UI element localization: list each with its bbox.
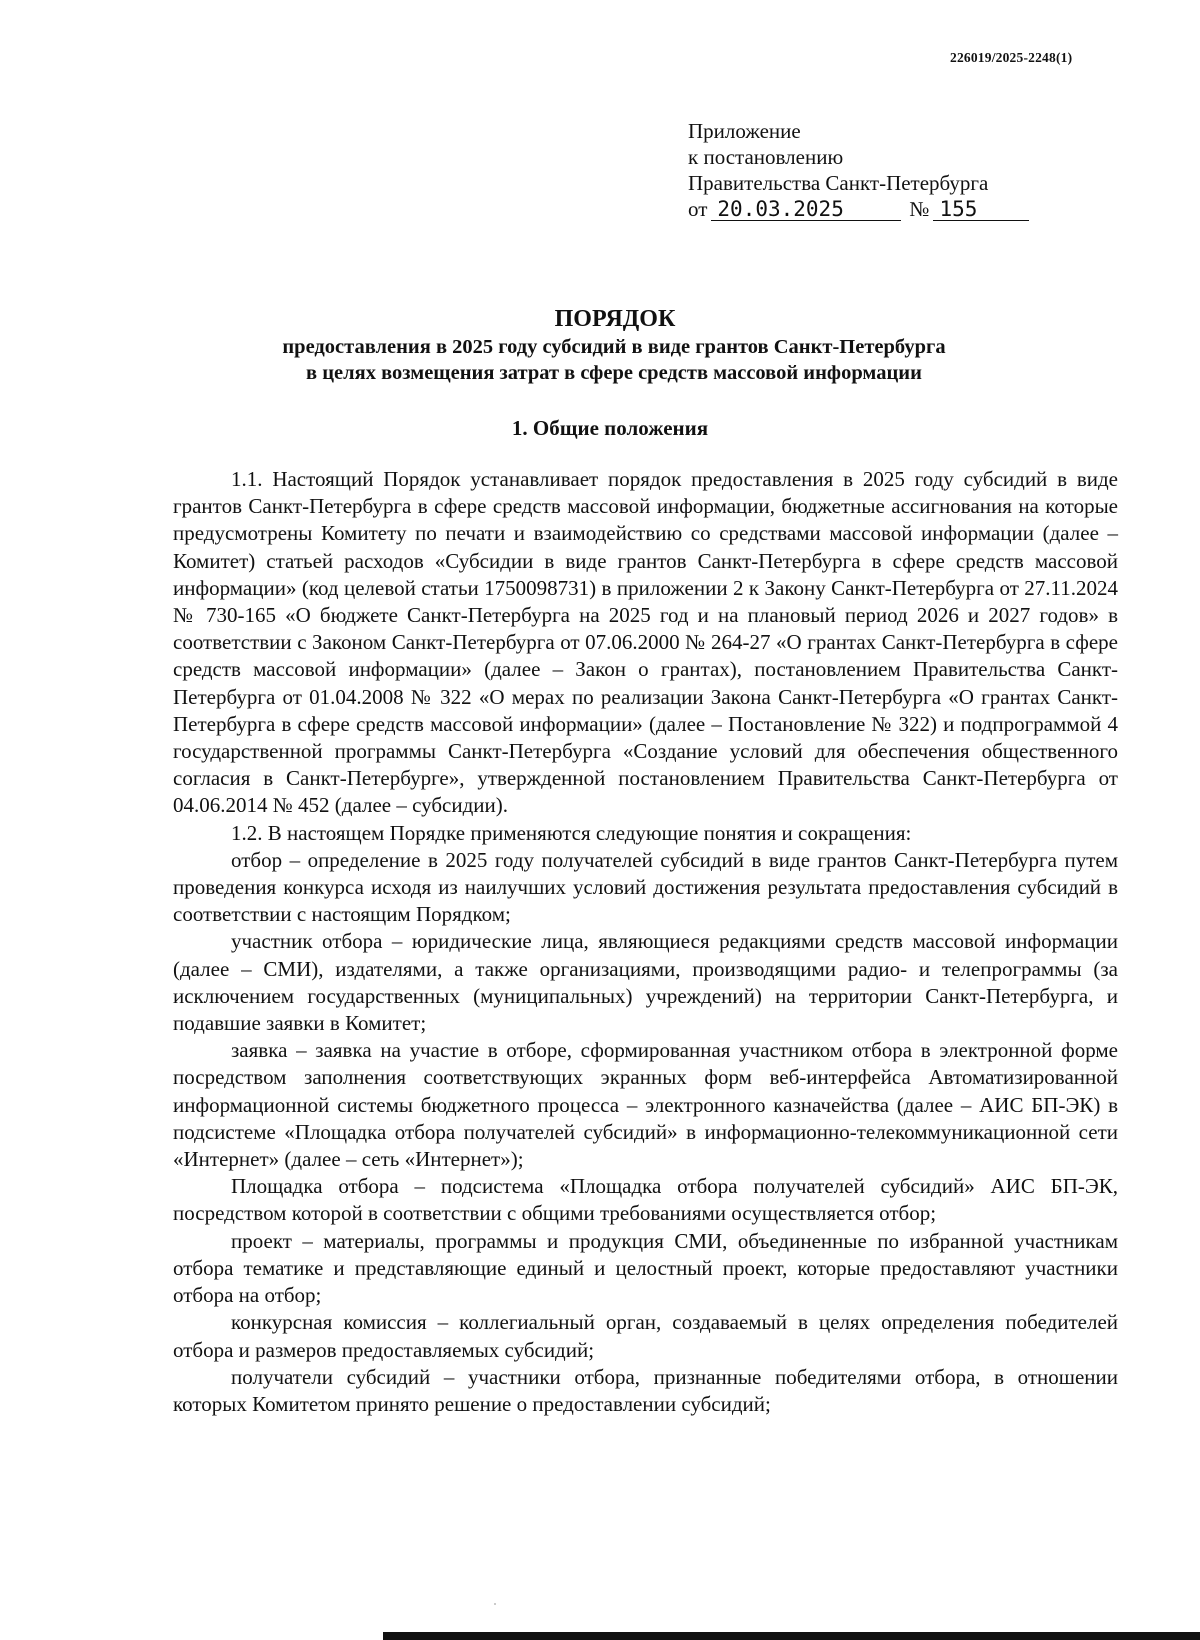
appendix-date-line (688, 196, 1118, 222)
section-heading: 1. Общие положения (511, 416, 709, 440)
paragraph: проект – материалы, программы и продукция СМИ, объединенные по избранной участникам отбора тематике и представляющие единый и целостный проект, которые предоставляют участники отбора на отбор; (173, 1228, 1118, 1308)
appendix-block (688, 118, 1118, 222)
paragraph: участник отбора – юридические лица, являющиеся редакциями средств массовой информации (далее – СМИ), издателями, а также организациями, производящими радио- и телепрограммы (за исключением государственных (муниципальных) учреждений) на территории Санкт-Петербурга, и подавшие заявки в Комитет; (173, 929, 1118, 1036)
document-subtitle-line-2: в целях возмещения затрат в сфере средств массовой информации (306, 362, 922, 384)
from-label: от (688, 197, 708, 221)
scan-artifact (494, 1603, 496, 1605)
appendix-line-1: Приложение (688, 119, 801, 143)
document-subtitle-line-1: предоставления в 2025 году субсидий в виде грантов Санкт-Петербурга (282, 336, 946, 358)
document-title: ПОРЯДОК (554, 306, 676, 332)
paragraph: 1.2. В настоящем Порядке применяются следующие понятия и сокращения: (231, 820, 912, 845)
paragraph: отбор – определение в 2025 году получателей субсидий в виде грантов Санкт-Петербурга путем проведения конкурса исходя из наилучших условий достижения результата предоставления субсидий в соответствии с настоящим Порядком; (173, 847, 1118, 927)
paragraph: заявка – заявка на участие в отборе, сформированная участником отбора в электронной форме посредством заполнения соответствующих экранных форм веб-интерфейса Автоматизированной информационной системы бюджетного процесса – электронного казначейства (далее – АИС БП-ЭК) в подсистеме «Площадка отбора получателей субсидий» в информационно-телекоммуникационной сети «Интернет» (далее – сеть «Интернет»); (173, 1038, 1118, 1172)
paragraph: конкурсная комиссия – коллегиальный орган, создаваемый в целях определения победителей отбора и размеров предоставляемых субсидий; (173, 1310, 1118, 1362)
document-registration-number: 226019/2025-2248(1) (950, 50, 1073, 65)
paragraph: получатели субсидий – участники отбора, признанные победителями отбора, в отношении которых Комитетом принято решение о предоставлении субсидий; (173, 1364, 1118, 1416)
number-label: № (909, 197, 930, 221)
resolution-date: 20.03.2025 (711, 198, 901, 221)
resolution-number: 155 (933, 198, 1029, 221)
appendix-line-2: к постановлению (688, 145, 844, 169)
paragraph: Площадка отбора – подсистема «Площадка отбора получателей субсидий» АИС БП-ЭК, посредством которой в соответствии с общими требованиями осуществляется отбор; (173, 1174, 1118, 1226)
document-title-block (0, 304, 1200, 386)
scan-edge-bar (383, 1632, 1200, 1640)
section-body (173, 466, 1118, 1418)
paragraph: 1.1. Настоящий Порядок устанавливает порядок предоставления в 2025 году субсидий в виде грантов Санкт-Петербурга в сфере средств массовой информации, бюджетные ассигнования на которые предусмотрены Комитету по печати и взаимодействию со средствами массовой информации (далее – Комитет) статьей расходов «Субсидии в виде грантов Санкт-Петербурга в сфере средств массовой информации» (код целевой статьи 1750098731) в приложении 2 к Закону Санкт-Петербурга от 27.11.2024 № 730-165 «О бюджете Санкт-Петербурга на 2025 год и на плановый период 2026 и 2027 годов» в соответствии с Законом Санкт-Петербурга от 07.06.2000 № 264-27 «О грантах Санкт-Петербурга в сфере средств массовой информации» (далее – Закон о грантах), постановлением Правительства Санкт-Петербурга от 01.04.2008 № 322 «О мерах по реализации Закона Санкт-Петербурга «О грантах Санкт-Петербурга в сфере средств массовой информации» (далее – Постановление № 322) и подпрограммой 4 государственной программы Санкт-Петербурга «Создание условий для обеспечения общественного согласия в Санкт-Петербурге», утвержденной постановлением Правительства Санкт-Петербурга от 04.06.2014 № 452 (далее – субсидии). (173, 467, 1118, 818)
appendix-line-3: Правительства Санкт-Петербурга (688, 171, 989, 195)
